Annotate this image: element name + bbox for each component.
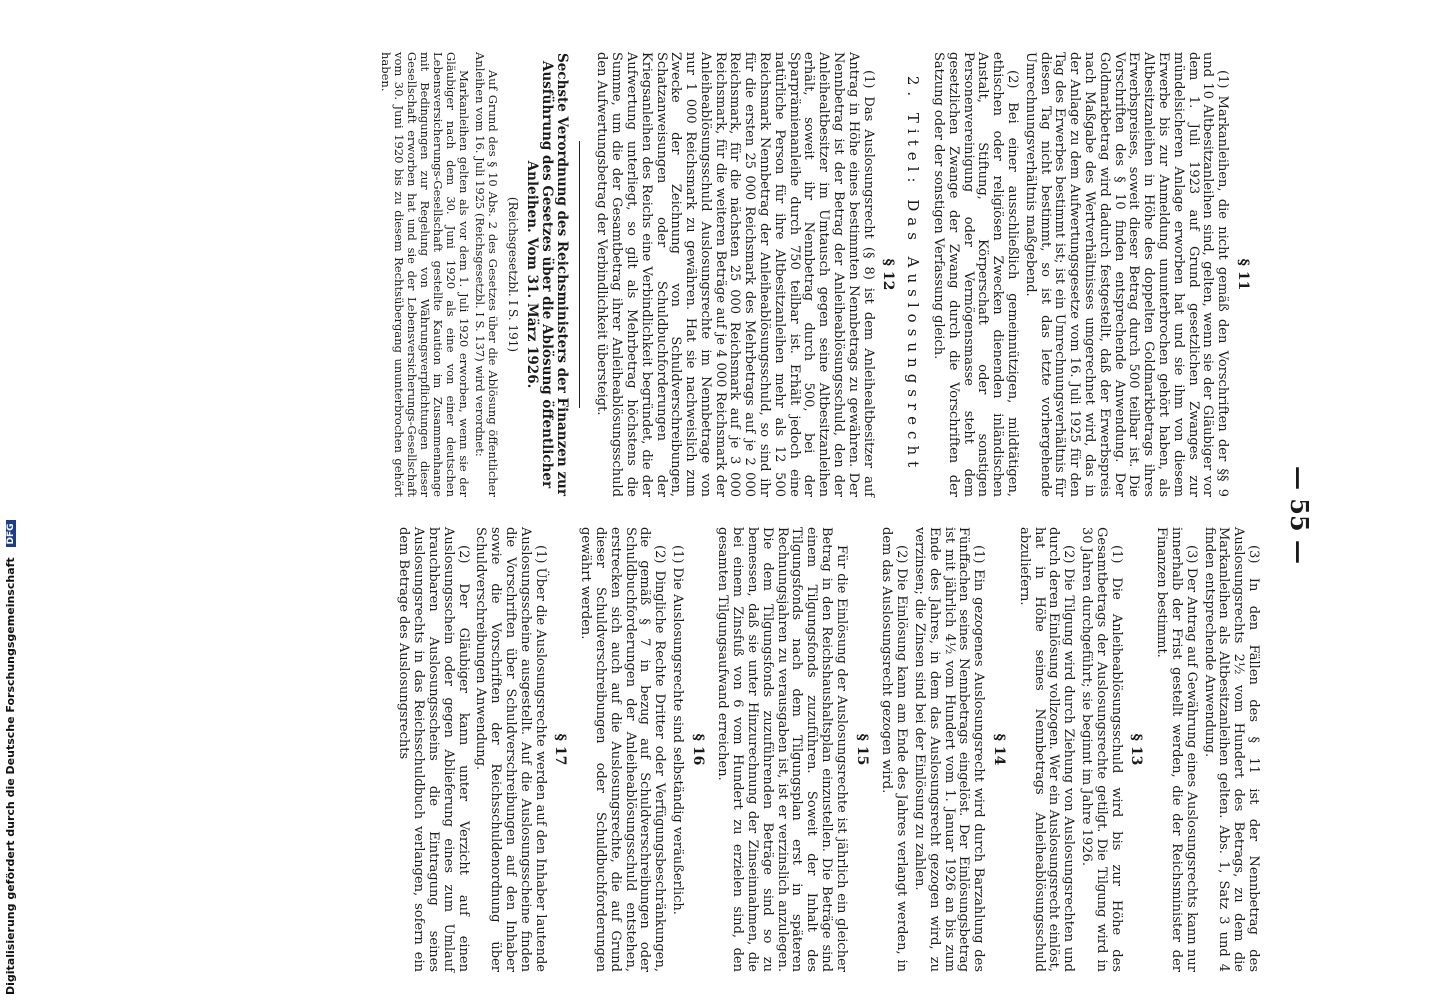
page-header [1270,40,1320,990]
page-number: — 55 — [1285,465,1314,565]
paragraph: (2) Die Einlösung kann am Ende des Jahres verlangt werden, in dem das Auslosungsrecht gezogen wird. [879,527,910,972]
section-heading: § 13 [1128,733,1145,766]
paragraph: (1) Die Auslosungsrechte sind selbständig veräußerlich. [669,545,685,915]
paragraph: (3) In den Fällen des § 11 ist der Nennbetrag des Auslosungsrechts 2½ vom Hundert des Betrags, zu dem die Markanleihen als Altbesitzanleihen gelten. Abs. 1, Satz 3 und 4 finden entsprechende Anwendung. [1201,527,1261,972]
credit-text: Digitalisierung gefördert durch die Deutsche Forschungsgemeinschaft [4,557,17,995]
paragraph: (2) Die Tilgung wird durch Ziehung von Auslosungsrechten und durch deren Einlösung vollzogen. Wer ein Auslosungsrecht einlöst, hat in Höhe seines Nennbetrags Anleiheablösungsschuld abzuliefern. [1016,527,1077,972]
digitization-credit [4,195,18,995]
title-heading: 2. Titel: Das Auslosungsrecht [904,75,923,474]
paragraph: (3) Der Antrag auf Gewährung eines Auslosungsrechts kann nur innerhalb der Frist gestellt werden, die der Reichsminister der Finanzen bestimmt. [1154,527,1199,972]
dfg-logo-icon: DFG [6,520,16,547]
ordinance-heading: Sechste Verordnung des Reichsministers der Finanzen zur Ausführung des Gesetzes über die Ablösung öffentlicher Anleihen. Vom 31. März 1926. [523,53,570,496]
section-heading: § 15 [853,733,870,766]
paragraph: (1) Über die Auslosungsrechte werden auf den Inhaber lautende Auslosungsscheine ausgestellt. Auf die Auslosungsscheine finden die Vorschriften über Schuldverschreibungen auf den Inhaber sowie die Vorschriften der Reichsschuldenordnung über Schuldverschreibungen Anwendung. [473,527,548,972]
section-heading: § 14 [991,733,1008,766]
paragraph: Für die Einlösung der Auslosungsrechte ist jährlich ein gleicher Betrag in den Reichshaushaltsplan einzustellen. Die Beträge sind einem Tilgungsfonds zuzuführen. Soweit der Inhalt des Tilgungsfonds nach dem Tilgungsplan erst in späteren Rechnungsjahren zu verausgaben ist, ist er verzinslich anzulegen. Die dem Tilgungsfonds zuzuführenden Beträge sind so zu bemessen, daß sie unter Hinzurechnung der Zinseinnahmen, die bei einem Zinsfuß von 6 vom Hundert zu erzielen sind, den gesamten Tilgungsaufwand erreichen. [715,527,849,972]
section-heading: § 12 [880,258,897,291]
paragraph: Markanleihen gelten als vor dem 1. Juli 1920 erworben, wenn sie der Gläubiger nach dem 30. Juni 1920 als eine von einer deutschen Lebensversicherungs-Gesellschaft gestellte Kaution im Zusammenhange mit Bedingungen zur Regelung von Währungsverpflichtungen dieser Gesellschaft erworben hat und sie der Lebensversicherungs-Gesellschaft vom 30. Juni 1920 bis zu diesem Rechtsübergang ununterbrochen gehört haben. [378,52,471,497]
paragraph: (2) Bei einer ausschließlich gemeinnützigen, mildtätigen, ethischen oder religiösen Zwecken dienenden inländischen Anstalt, Stiftung, Körperschaft oder sonstigen Personenvereinigung oder Vermögensmasse steht dem gesetzlichen Zwange der Zwang durch die Vorschriften der Satzung oder der sonstigen Verfassung gleich. [931,52,1021,497]
document-page [120,40,1320,990]
right-column [393,527,1260,972]
left-column [376,52,1260,497]
section-heading: § 17 [552,733,569,766]
paragraph: (2) Der Gläubiger kann unter Verzicht auf einen Auslosungsschein oder gegen Ablieferung eines zum Umlauf brauchbaren Auslosungsscheins die Eintragung seines Auslosungsrechts in das Reichsschuldbuch verlangen, sofern ein dem Betrage des Auslosungsrechts [396,527,471,972]
paragraph: (1) Markanleihen, die nicht gemäß den Vorschriften der §§ 9 und 10 Altbesitzanleihen sind, gelten, wenn sie der Gläubiger vor dem 1. Juli 1923 auf Grund gesetzlichen Zwanges zur mündelsicheren Anlage erworben hat und sie ihm von diesem Erwerbe bis zur Anmeldung ununterbrochen gehört haben, als Altbesitzanleihen in Höhe des doppelten Goldmarkbetrags ihres Erwerbspreises, soweit dieser Betrag durch 500 teilbar ist. Die Vorschriften des § 10 finden entsprechende Anwendung. Der Goldmarkbetrag wird dadurch festgestellt, daß der Erwerbspreis nach Maßgabe des Wertverhältnisses umgerechnet wird, das in der Anlage zu dem Aufwertungsgesetze vom 16. Juli 1925 für den Tag des Erwerbes bestimmt ist; ist ein Umrechnungsverhältnis für diesen Tag nicht bestimmt, so ist das letzte vorhergehende Umrechnungsverhältnis maßgebend. [1022,52,1231,497]
section-heading: § 11 [1235,258,1251,291]
paragraph: (1) Ein gezogenes Auslosungsrecht wird durch Barzahlung des Fünffachen seines Nennbetrags eingelöst. Der Einlösungsbetrag ist mit jährlich 4½ vom Hundert vom 1. Januar 1926 an bis zum Ende des Jahres, in dem das Auslosungsrecht gezogen wird, zu verzinsen; die Zinsen sind bei der Einlösung zu zahlen. [912,527,987,972]
paragraph: Auf Grund des § 10 Abs. 2 des Gesetzes über die Ablösung öffentlicher Anleihen vom 16. Juli 1925 (Reichsgesetzbl. I S. 137) wird verordnet: [472,52,500,497]
paragraph: (1) Die Anleiheablösungsschuld wird bis zur Höhe des Gesamtbetrags der Auslosungsrechte getilgt. Die Tilgung wird in 30 Jahren durchgeführt; sie beginnt im Jahre 1926. [1079,527,1124,972]
paragraph: (2) Dingliche Rechte Dritter oder Verfügungsbeschränkungen, die gemäß § 7 in bezug auf Schuldverschreibungen oder Schuldbuchforderungen der Anleiheablösungsschuld entstehen, erstrecken sich auch auf die Auslosungsrechte, die auf Grund dieser Schuldverschreibungen oder Schuldbuchforderungen gewährt werden. [578,527,668,972]
divider [579,141,580,408]
section-heading: § 16 [689,733,706,766]
paragraph: (1) Das Auslosungsrecht (§ 8) ist dem Anleihealtbesitzer auf Antrag in Höhe eines bestimmten Nennbetrags zu gewähren. Der Nennbetrag ist der Betrag der Anleiheablösungsschuld, den der Anleihealtbesitzer im Umtausch gegen seine Altbesitzanleihen erhält, soweit ihr Nennbetrag durch 500, bei der Sparprämienanleihe durch 750 teilbar ist. Erhält jedoch eine natürliche Person für ihre Altbesitzanleihen mehr als 12 500 Reichsmark Nennbetrag der Anleiheablösungsschuld, so sind ihr für die ersten 25 000 Reichsmark des Mehrbetrags auf je 2 000 Reichsmark, für die nächsten 25 000 Reichsmark auf je 3 000 Reichsmark, für die weiteren Beträge auf je 4 000 Reichsmark der Anleiheablösungsschuld Auslosungsrechte im Nennbetrage von nur 1 000 Reichsmark zu gewähren. Hat sie nachweislich zum Zwecke der Zeichnung von Schuldverschreibungen, Schatzanweisungen oder Schuldbuchforderungen der Kriegsanleihen des Reichs eine Verbindlichkeit begründet, die der Aufwertung unterliegt, so gilt als Mehrbetrag höchstens die Summe, um die der Gesamtbetrag ihrer Anleiheablösungsschuld den Aufwertungsbetrag der Verbindlichkeit übersteigt. [594,52,876,497]
ordinance-citation: (Reichsgesetzbl. I S. 191) [505,196,520,353]
